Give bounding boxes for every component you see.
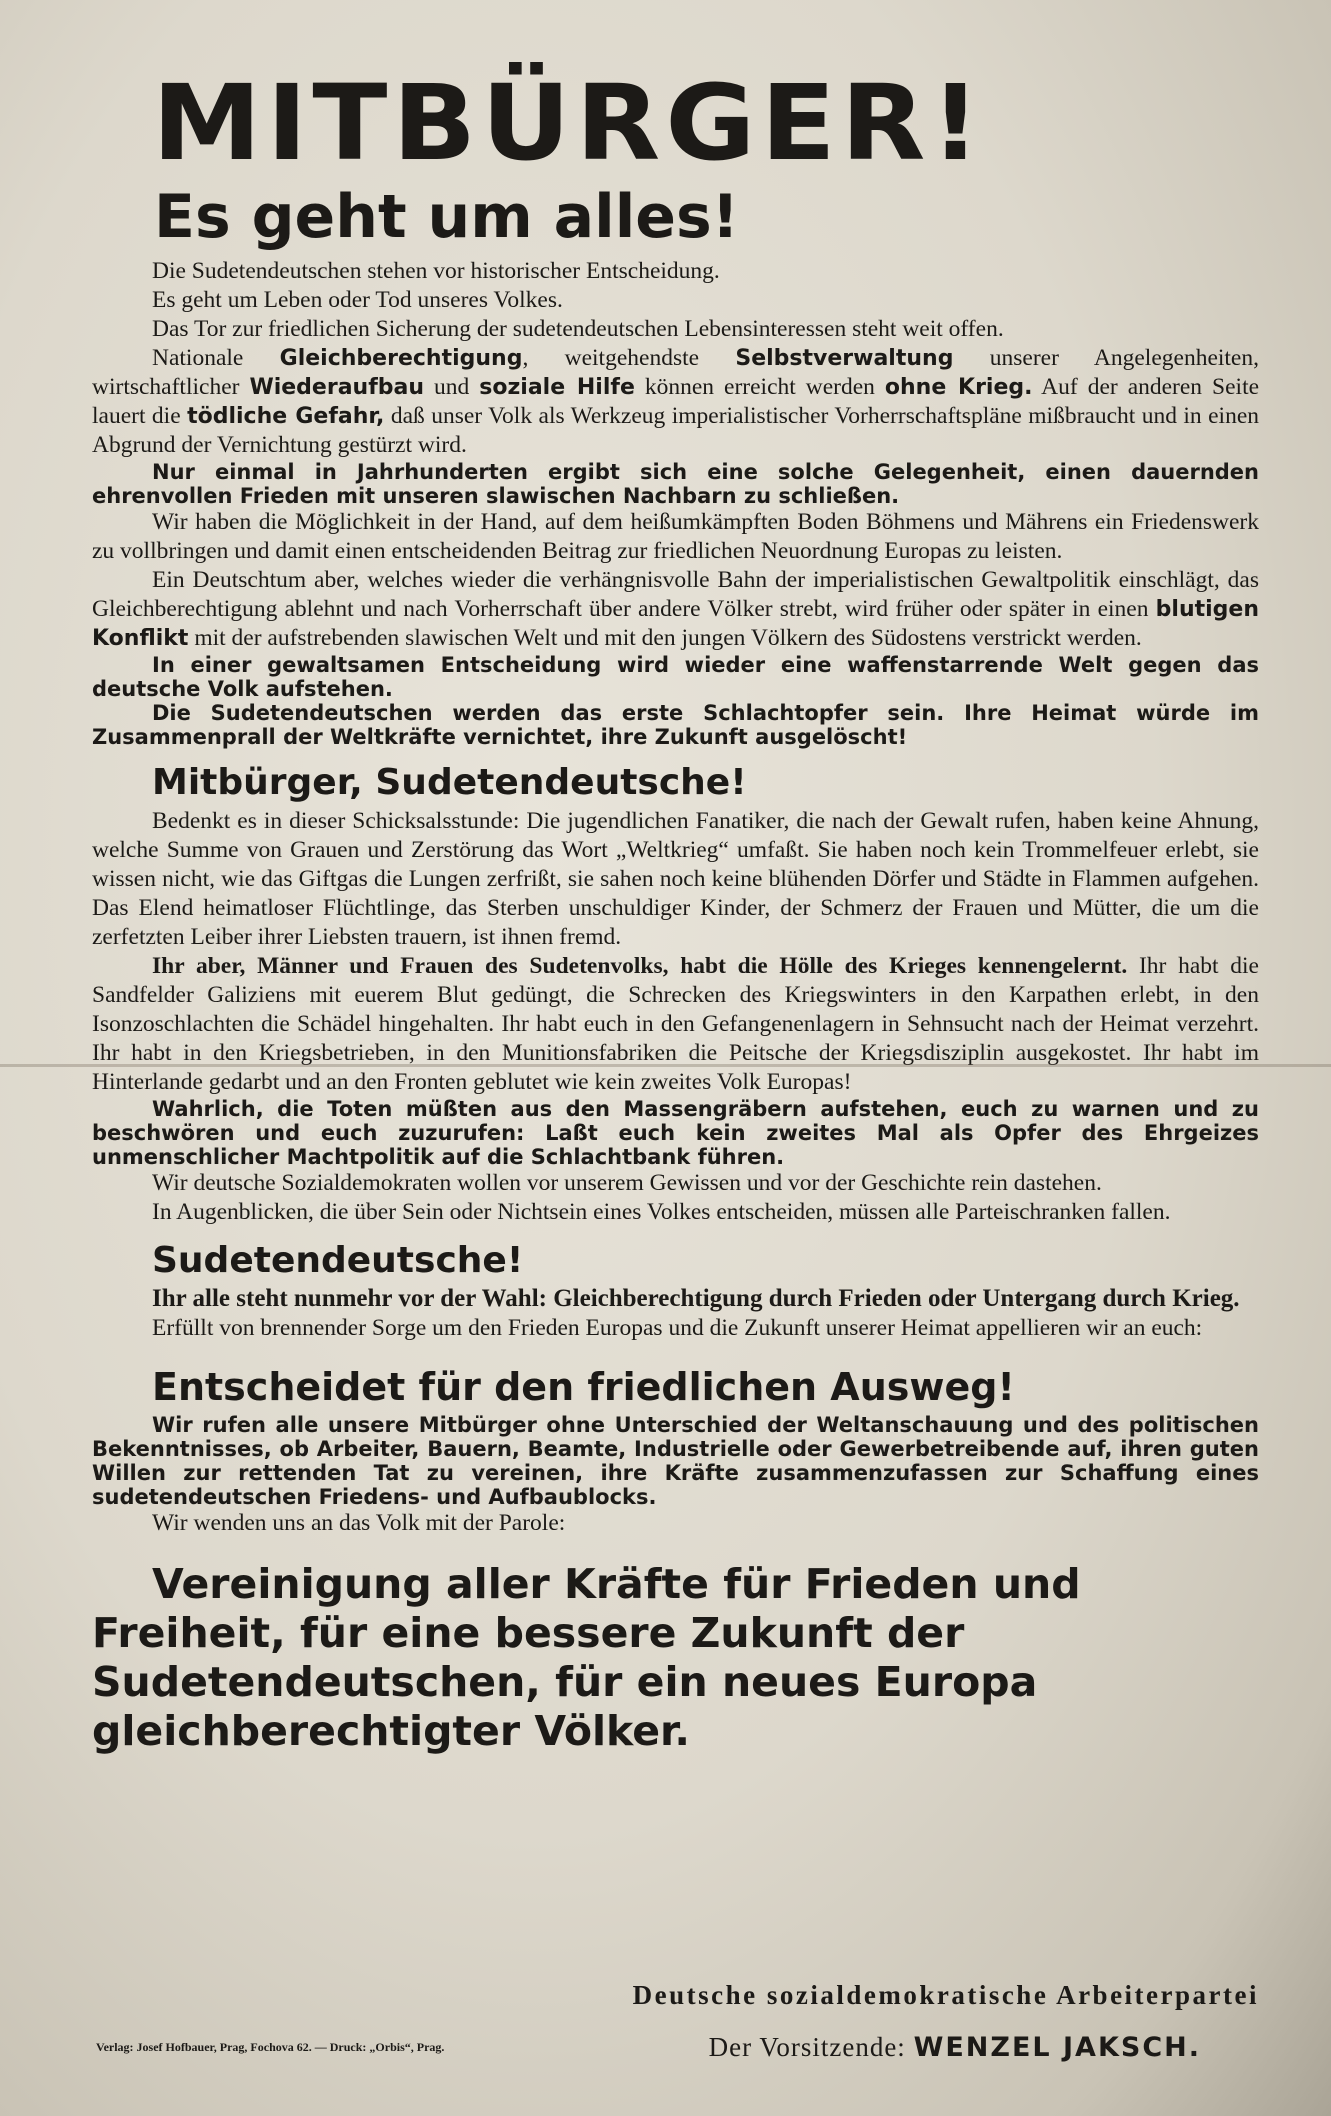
intro-section	[92, 257, 1259, 749]
party-name: Deutsche sozialdemokratische Arbeiterpartei	[632, 1980, 1259, 2010]
section4-paragraph-2: Wir wenden uns an das Volk mit der Parole:	[152, 1509, 566, 1536]
closing-slogan: Vereinigung aller Kräfte für Frieden und Freiheit, für eine bessere Zukunft der Sudetendeutschen, für ein neues Europa gleichberechtigter Völker.	[92, 1559, 1081, 1755]
intro-line-2: Es geht um Leben oder Tod unseres Volkes.	[152, 287, 563, 313]
emphasis: Ihr aber, Männer und Frauen des Sudetenvolks, habt die Hölle des Krieges kennengelernt.	[152, 952, 1128, 979]
section-3	[92, 1284, 1259, 1343]
text-run: und	[424, 374, 480, 400]
text-run: mit der aufstrebenden slawischen Welt und mit den jungen Völkern des Südostens verstrickt werden.	[188, 625, 1142, 651]
text-run: unserer Angelegenheiten, wirtschaftlicher	[92, 345, 1259, 400]
chairman-signature	[709, 2032, 1201, 2063]
section2-paragraph-4: Wir deutsche Sozialdemokraten wollen vor unserem Gewissen und vor der Geschichte rein dastehen.	[152, 1169, 1102, 1196]
paper-fold-line	[0, 1064, 1331, 1067]
intro-paragraph-7	[92, 566, 1259, 653]
intro-paragraph-4	[92, 344, 1259, 460]
section-2	[92, 807, 1259, 1227]
chair-name: WENZEL JAKSCH.	[913, 2032, 1201, 2063]
section-heading-entscheidet: Entscheidet für den friedlichen Ausweg!	[152, 1365, 1015, 1410]
chair-label: Der Vorsitzende:	[708, 2032, 914, 2062]
section4-paragraph-1: Wir rufen alle unsere Mitbürger ohne Unterschied der Weltanschauung und des politischen Bekenntnisses, ob Arbeiter, Bauern, Beamte, Industrielle oder Gewerbetreibende auf, ihren guten Willen zur rettenden Tat zu vereinen, ihre Kräfte zusammenzufassen zur Schaffung eines sudetendeutschen Friedens- und Aufbaublocks.	[92, 1412, 1259, 1509]
text-run: Ihr habt die Sandfelder Galiziens mit euerem Blut gedüngt, die Schrecken des Kriegswinters in den Karpathen erlebt, in den Isonzoschlachten die Schädel hingehalten. Ihr habt euch in den Gefangenenlagern in Sehnsucht nach der Heimat verzehrt. Ihr habt in den Kriegsbetrieben, in den Munitionsfabriken die Peitsche der Kriegsdisziplin ausgekostet. Ihr habt im Hinterlande gedarbt und an den Fronten geblutet wie kein zweites Volk Europas!	[92, 952, 1259, 1095]
emphasis: Gleichberechtigung	[279, 346, 523, 371]
emphasis: Selbstverwaltung	[735, 346, 954, 371]
section3-paragraph-2: Erfüllt von brennender Sorge um den Frieden Europas und die Zukunft unserer Heimat appellieren wir an euch:	[152, 1315, 1203, 1342]
section2-paragraph-3: Wahrlich, die Toten müßten aus den Massengräbern aufstehen, euch zu warnen und zu beschwören und euch zuzurufen: Laßt euch kein zweites Mal als Opfer des Ehrgeizes unmenschlicher Machtpolitik auf die Schlachtbank führen.	[92, 1096, 1259, 1169]
section2-paragraph-5: In Augenblicken, die über Sein oder Nichtsein eines Volkes entscheiden, müssen alle Parteischranken fallen.	[152, 1198, 1171, 1225]
intro-line-3: Das Tor zur friedlichen Sicherung der sudetendeutschen Lebensinteressen steht weit offen.	[152, 316, 1004, 342]
headline: MITBÜRGER!	[152, 62, 986, 184]
text-run: Ein Deutschtum aber, welches wieder die verhängnisvolle Bahn der imperialistischen Gewaltpolitik einschlägt, das Gleichberechtigung ablehnt und nach Vorherrschaft über andere Völker strebt, wird früher oder später in einen	[92, 567, 1259, 622]
section-heading-mitbuerger: Mitbürger, Sudetendeutsche!	[152, 762, 747, 803]
subheadline: Es geht um alles!	[154, 182, 740, 252]
intro-paragraph-8: In einer gewaltsamen Entscheidung wird wieder eine waffenstarrende Welt gegen das deutsche Volk aufstehen.	[92, 653, 1259, 701]
publisher-imprint: Verlag: Josef Hofbauer, Prag, Fochova 62. — Druck: „Orbis“, Prag.	[96, 2040, 445, 2054]
emphasis: blutigen Konflikt	[92, 597, 1259, 651]
emphasis: tödliche Gefahr,	[187, 404, 385, 429]
text-run: daß unser Volk als Werkzeug imperialistischer Vorherrschaftspläne mißbraucht und in einen Abgrund der Vernichtung gestürzt wird.	[92, 403, 1260, 458]
section-heading-sudetendeutsche: Sudetendeutsche!	[152, 1239, 524, 1281]
intro-paragraph-9: Die Sudetendeutschen werden das erste Schlachtopfer sein. Ihre Heimat würde im Zusammenprall der Weltkräfte vernichtet, ihre Zukunft ausgelöscht!	[92, 701, 1259, 749]
emphasis: soziale Hilfe	[479, 375, 635, 400]
intro-line-1: Die Sudetendeutschen stehen vor historischer Entscheidung.	[152, 258, 720, 284]
section3-paragraph-1: Ihr alle steht nunmehr vor der Wahl: Gleichberechtigung durch Frieden oder Untergang durch Krieg.	[152, 1285, 1240, 1313]
intro-paragraph-5: Nur einmal in Jahrhunderten ergibt sich eine solche Gelegenheit, einen dauernden ehrenvollen Frieden mit unseren slawischen Nachbarn zu schließen.	[92, 460, 1259, 508]
section2-paragraph-2	[92, 952, 1259, 1097]
text-run: können erreicht werden	[634, 374, 885, 400]
section2-paragraph-1: Bedenkt es in dieser Schicksalsstunde: Die jugendlichen Fanatiker, die nach der Gewalt rufen, haben keine Ahnung, welche Summe von Grauen und Zerstörung das Wort „Weltkrieg“ umfaßt. Sie haben noch kein Trommelfeuer erlebt, sie wissen nicht, wie das Giftgas die Lungen zerfrißt, sie sahen noch keine blühenden Dörfer und Städte in Flammen aufgehen. Das Elend heimatloser Flüchtlinge, das Sterben unschuldiger Kinder, der Schmerz der Frauen und Mütter, die um die zerfetzten Leiber ihrer Liebsten trauern, ist ihnen fremd.	[92, 807, 1259, 950]
text-run: Nationale	[152, 345, 280, 371]
section-4	[92, 1413, 1259, 1538]
emphasis: Wiederaufbau	[249, 375, 425, 400]
text-run: Auf der anderen Seite lauert die	[92, 374, 1260, 429]
footer	[0, 1980, 1331, 2100]
intro-paragraph-6: Wir haben die Möglichkeit in der Hand, auf dem heißumkämpften Boden Böhmens und Mährens ein Friedenswerk zu vollbringen und damit einen entscheidenden Beitrag zur friedlichen Neuordnung Europas zu leisten.	[92, 509, 1259, 564]
emphasis: ohne Krieg.	[884, 375, 1033, 400]
text-run: , weitgehendste	[522, 345, 736, 371]
